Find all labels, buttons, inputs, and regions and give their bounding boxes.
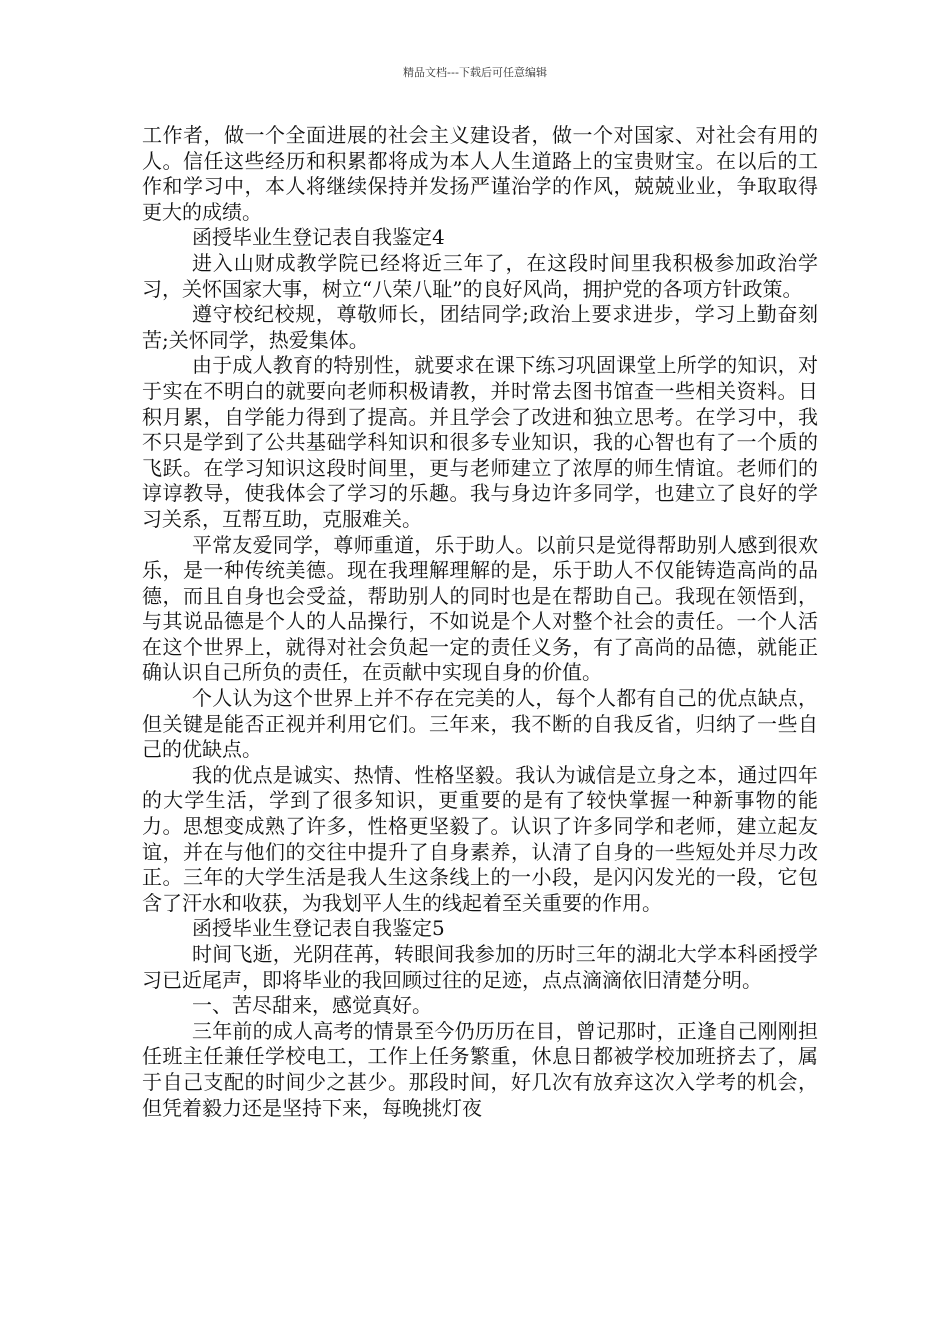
paragraph: 三年前的成人高考的情景至今仍历历在目，曾记那时，正逢自己刚刚担任班主任兼任学校电工，工作上任务繁重，休息日都被学校加班挤去了，属于自己支配的时间少之甚少。那段时间，好几次有放弃这次入学考的机会，但凭着毅力还是坚持下来，每晚挑灯夜	[142, 1018, 818, 1120]
page-header: 精品文档---下载后可任意编辑	[403, 66, 547, 79]
paragraph: 进入山财成教学院已经将近三年了，在这段时间里我积极参加政治学习，关怀国家大事，树立“八荣八耻”的良好风尚，拥护党的各项方针政策。	[142, 250, 818, 301]
paragraph: 我的优点是诚实、热情、性格坚毅。我认为诚信是立身之本，通过四年的大学生活，学到了很多知识，更重要的是有了较快掌握一种新事物的能力。思想变成熟了许多，性格更坚毅了。认识了许多同学和老师，建立起友谊，并在与他们的交往中提升了自身素养，认清了自身的一些短处并尽力改正。三年的大学生活是我人生这条线上的一小段，是闪闪发光的一段，它包含了汗水和收获，为我划平人生的线起着至关重要的作用。	[142, 762, 818, 915]
section-heading: 函授毕业生登记表自我鉴定4	[192, 225, 445, 250]
paragraph: 平常友爱同学，尊师重道，乐于助人。以前只是觉得帮助别人感到很欢乐，是一种传统美德。现在我理解理解的是，乐于助人不仅能铸造高尚的品德，而且自身也会受益，帮助别人的同时也是在帮助自己。我现在领悟到，与其说品德是个人的人品操行，不如说是个人对整个社会的责任。一个人活在这个世界上，就得对社会负起一定的责任义务，有了高尚的品德，就能正确认识自己所负的责任，在贡献中实现自身的价值。	[142, 532, 818, 685]
paragraph: 工作者，做一个全面进展的社会主义建设者，做一个对国家、对社会有用的人。信任这些经历和积累都将成为本人人生道路上的宝贵财宝。在以后的工作和学习中，本人将继续保持并发扬严谨治学的作风，兢兢业业，争取取得更大的成绩。	[142, 123, 818, 224]
paragraph: 个人认为这个世界上并不存在完美的人，每个人都有自己的优点缺点，但关键是能否正视并利用它们。三年来，我不断的自我反省，归纳了一些自己的优缺点。	[142, 686, 818, 762]
paragraph: 由于成人教育的特别性，就要求在课下练习巩固课堂上所学的知识，对于实在不明白的就要向老师积极请教，并时常去图书馆查一些相关资料。日积月累，自学能力得到了提高。并且学会了改进和独立思考。在学习中，我不只是学到了公共基础学科知识和很多专业知识，我的心智也有了一个质的飞跃。在学习知识这段时间里，更与老师建立了浓厚的师生情谊。老师们的谆谆教导，使我体会了学习的乐趣。我与身边许多同学，也建立了良好的学习关系，互帮互助，克服难关。	[142, 353, 818, 531]
subheading: 一、苦尽甜来，感觉真好。	[192, 993, 432, 1018]
paragraph: 遵守校纪校规，尊敬师长，团结同学;政治上要求进步，学习上勤奋刻苦;关怀同学，热爱集体。	[142, 302, 818, 352]
paragraph: 时间飞逝，光阴荏苒，转眼间我参加的历时三年的湖北大学本科函授学习已近尾声，即将毕业的我回顾过往的足迹，点点滴滴依旧清楚分明。	[142, 942, 818, 992]
document-body	[142, 123, 818, 1121]
section-heading: 函授毕业生登记表自我鉴定5	[192, 916, 445, 941]
